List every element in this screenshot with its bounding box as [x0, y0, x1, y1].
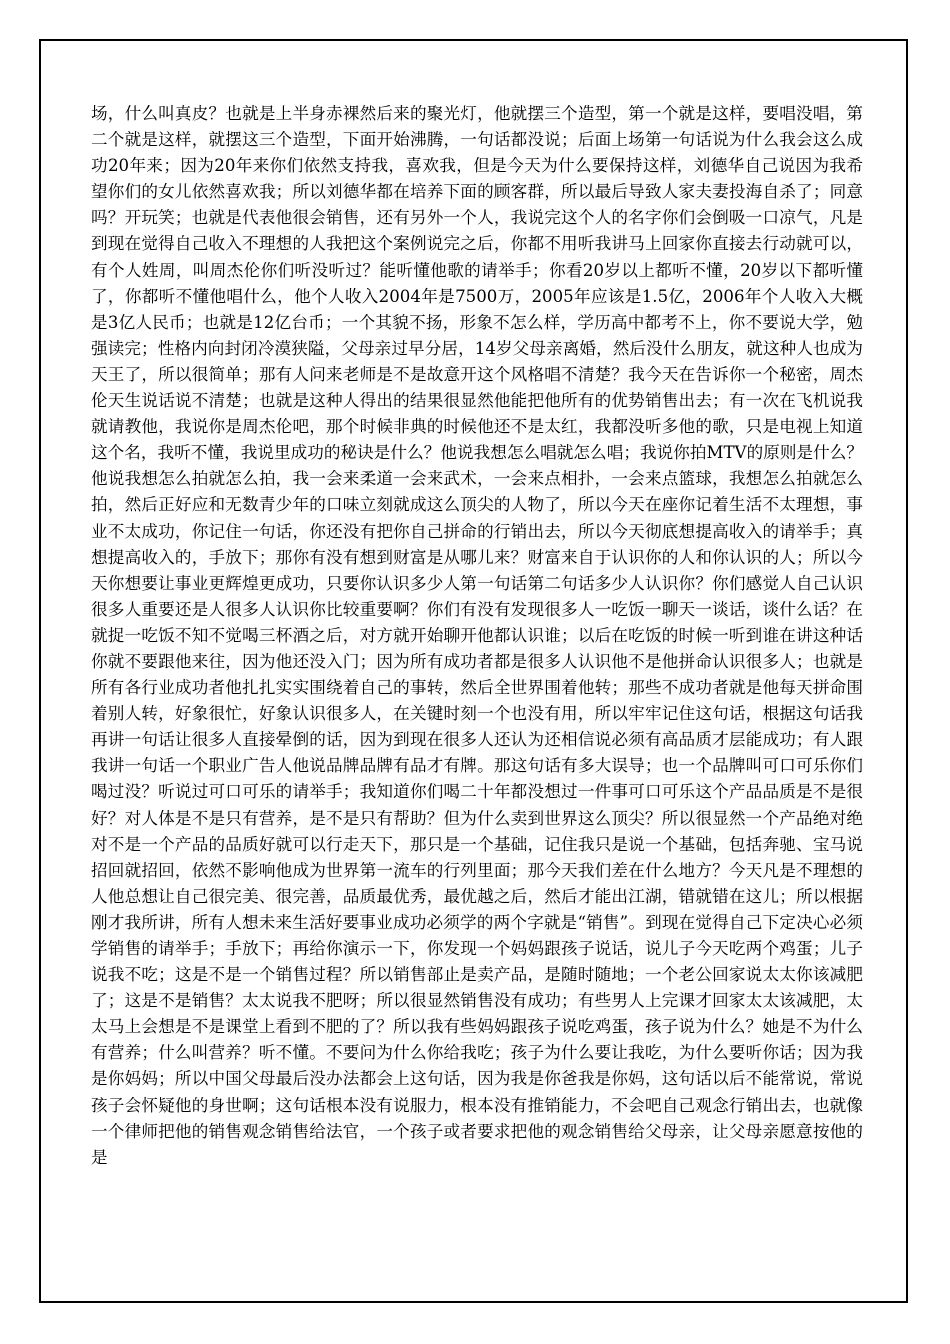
document-body-paragraph: 场，什么叫真皮？也就是上半身赤裸然后来的聚光灯，他就摆三个造型，第一个就是这样，要唱没唱，第二个就是这样，就摆这三个造型，下面开始沸腾，一句话都没说；后面上场第一句话说为什么我会这么成功20年来；因为20年来你们依然支持我，喜欢我，但是今天为什么要保持这样，刘德华自己说因为我希望你们的女儿依然喜欢我；所以刘德华都在培养下面的顾客群，所以最后导致人家夫妻投海自杀了；同意吗？开玩笑；也就是代表他很会销售，还有另外一个人，我说完这个人的名字你们会倒吸一口凉气，凡是到现在觉得自己收入不理想的人我把这个案例说完之后，你都不用听我讲马上回家你直接去行动就可以，有个人姓周，叫周杰伦你们听没听过？能听懂他歌的请举手；你看20岁以上都听不懂，20岁以下都听懂了，你都听不懂他唱什么，他个人收入2004年是7500万，2005年应该是1.5亿，2006年个人收入大概是3亿人民币；也就是12亿台币；一个其貌不扬，形象不怎么样，学历高中都考不上，你不要说大学，勉强读完；性格内向封闭冷漠狭隘，父母亲过早分居，14岁父母亲离婚，然后没什么朋友，就这种人也成为天王了，所以很简单；那有人问来老师是不是故意开这个风格唱不清楚？我今天在告诉你一个秘密，周杰伦天生说话说不清楚；也就是这种人得出的结果很显然他能把他所有的优势销售出去；有一次在飞机说我就请教他，我说你是周杰伦吧，那个时候非典的时候他还不是太红，我都没听多他的歌，只是电视上知道这个名，我听不懂，我说里成功的秘诀是什么？他说我想怎么唱就怎么唱；我说你拍MTV的原则是什么？他说我想怎么拍就怎么拍，我一会来柔道一会来武术，一会来点相扑，一会来点篮球，我想怎么拍就怎么拍，然后正好应和无数青少年的口味立刻就成这么顶尖的人物了，所以今天在座你记着生活不太理想，事业不太成功，你记住一句话，你还没有把你自己拼命的行销出去，所以今天彻底想提高收入的请举手；真想提高收入的，手放下；那你有没有想到财富是从哪儿来？财富来自于认识你的人和你认识的人；所以今天你想要让事业更辉煌更成功，只要你认识多少人第一句话第二句话多少人认识你？你们感觉人自己认识很多人重要还是人很多人认识你比较重要啊？你们有没有发现很多人一吃饭一聊天一谈话，谈什么话？在就捉一吃饭不知不觉喝三杯酒之后，对方就开始聊开他都认识谁；以后在吃饭的时候一听到谁在讲这种话你就不要跟他来往，因为他还没入门；因为所有成功者都是很多人认识他不是他拼命认识很多人；也就是所有各行业成功者他扎扎实实围绕着自己的事转，然后全世界围着他转；那些不成功者就是他每天拼命围着别人转，好象很忙，好象认识很多人，在关键时刻一个也没有用，所以牢牢记住这句话，根据这句话我再讲一句话让很多人直接晕倒的话，因为到现在很多人还认为还相信说必须有高品质才层能成功；有人跟我讲一句话一个职业广告人他说品牌品牌有品才有牌。那这句话有多大误导；也一个品牌叫可口可乐你们喝过没？听说过可口可乐的请举手；我知道你们喝二十年都没想过一件事可口可乐这个产品品质是不是很好？对人体是不是只有营养，是不是只有帮助？但为什么卖到世界这么顶尖？所以很显然一个产品绝对绝对不是一个产品的品质好就可以行走天下，那只是一个基础，记住我只是说一个基础，包括奔驰、宝马说招回就招回，依然不影响他成为世界第一流车的行列里面；那今天我们差在什么地方？今天凡是不理想的人他总想让自己很完美、很完善，品质最优秀，最优越之后，然后才能出江湖，错就错在这儿；所以根据刚才我所讲，所有人想未来生活好要事业成功必须学的两个字就是“销售”。到现在觉得自己下定决心必须学销售的请举手；手放下；再给你演示一下，你发现一个妈妈跟孩子说话，说儿子今天吃两个鸡蛋；儿子说我不吃；这是不是一个销售过程？所以销售部止是卖产品，是随时随地；一个老公回家说太太你该减肥了；这是不是销售？太太说我不肥呀；所以很显然销售没有成功；有些男人上完课才回家太太该减肥，太太马上会想是不是课堂上看到不肥的了？所以我有些妈妈跟孩子说吃鸡蛋，孩子说为什么？她是不为什么有营养；什么叫营养？听不懂。不要问为什么你给我吃；孩子为什么要让我吃，为什么要听你话；因为我是你妈妈；所以中国父母最后没办法都会上这句话，因为我是你爸我是你妈，这句话以后不能常说，常说孩子会怀疑他的身世啊；这句话根本没有说服力，根本没有推销能力，不会吧自己观念行销出去，也就像一个律师把他的销售观念销售给法官，一个孩子或者要求把他的观念销售给父母亲，让父母亲愿意按他的是	[91, 104, 863, 1167]
